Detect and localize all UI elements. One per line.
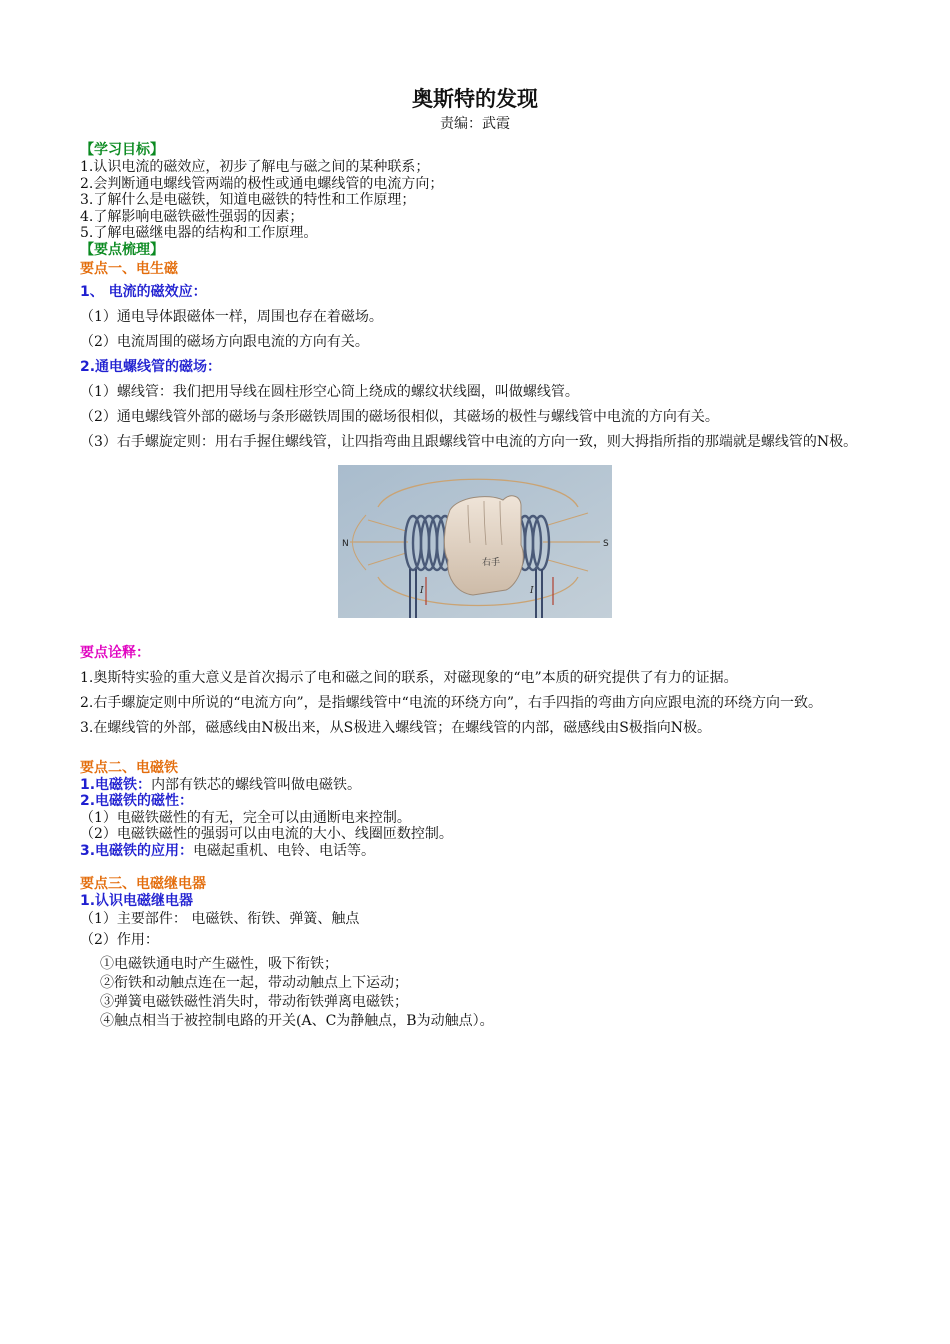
point2-l5-label: 3.电磁铁的应用： [80,842,194,859]
summary-header: 【要点梳理】 [80,241,164,258]
point3-heading: 要点三、电磁继电器 [80,876,206,892]
explanation-item: 3.在螺线管的外部，磁感线由N极出来，从S极进入螺线管；在螺线管的内部，磁感线由S极指向N极。 [80,719,712,736]
point3-function: （2）作用： [80,932,159,948]
figure-label-s: S [603,538,609,549]
point3-sub-heading: 1.认识电磁继电器 [80,893,194,909]
point3-item: ②衔铁和动触点连在一起，带动动触点上下运动； [100,975,408,991]
goals-header: 【学习目标】 [80,142,164,158]
explanation-heading: 要点诠释： [80,644,150,661]
point3-parts: （1）主要部件： 电磁铁、衔铁、弹簧、触点 [80,911,360,927]
point1-sub1-item: （1）通电导体跟磁体一样，周围也存在着磁场。 [80,308,383,325]
solenoid-figure [338,465,612,618]
goal-item: 1.认识电流的磁效应，初步了解电与磁之间的某种联系； [80,159,430,175]
point1-sub2-item: （3）右手螺旋定则：用右手握住螺线管，让四指弯曲且跟螺线管中电流的方向一致，则大拇指所指的那端就是螺线管的N极。 [80,433,858,450]
point2-l5-text: 电磁起重机、电铃、电话等。 [193,842,376,859]
point1-section [80,259,870,455]
point1-sub1-item: （2）电流周围的磁场方向跟电流的方向有关。 [80,333,369,350]
point2-l2-label: 2.电磁铁的磁性： [80,793,194,809]
point3-item: ①电磁铁通电时产生磁性，吸下衔铁； [100,956,338,972]
document-page [80,84,870,1031]
figure-label-i-left: I [420,585,424,596]
explanation-section [80,640,870,741]
point2-heading: 要点二、电磁铁 [80,759,178,776]
point2-section [80,759,870,860]
point3-section [80,875,870,1031]
editor-line: 责编：武霞 [440,116,510,132]
goal-item: 4.了解影响电磁铁磁性强弱的因素； [80,208,304,225]
point2-l3: （1）电磁铁磁性的有无，完全可以由通断电来控制。 [80,809,411,826]
point1-sub2-item: （2）通电螺线管外部的磁场与条形磁铁周围的磁场很相似，其磁场的极性与螺线管中电流的方向有关。 [80,408,719,425]
point3-item: ③弹簧电磁铁磁性消失时，带动衔铁弹离电磁铁； [100,994,408,1010]
figure-label-hand: 右手 [482,557,501,568]
goal-item: 3.了解什么是电磁铁，知道电磁铁的特性和工作原理； [80,192,416,208]
explanation-item: 2.右手螺旋定则中所说的“电流方向”，是指螺线管中“电流的环绕方向”，右手四指的弯曲方向应跟电流的环绕方向一致。 [80,694,822,711]
point1-sub2-heading: 2.通电螺线管的磁场： [80,358,222,375]
point1-sub1-heading: 1、 电流的磁效应： [80,283,207,300]
goals-section [80,142,870,259]
point1-heading: 要点一、电生磁 [80,260,178,277]
goal-item: 5.了解电磁继电器的结构和工作原理。 [80,225,318,241]
explanation-item: 1.奥斯特实验的重大意义是首次揭示了电和磁之间的联系，对磁现象的“电”本质的研究提供了有力的证据。 [80,669,738,686]
point2-l1-label: 1.电磁铁： [80,776,152,793]
point1-sub2-item: （1）螺线管：我们把用导线在圆柱形空心筒上绕成的螺纹状线圈，叫做螺线管。 [80,383,579,400]
figure-label-n: N [342,538,349,549]
point3-item: ④触点相当于被控制电路的开关(A、C为静触点，B为动触点）。 [100,1013,494,1029]
solenoid-illustration [338,465,612,618]
point2-l1-text: 内部有铁芯的螺线管叫做电磁铁。 [151,776,362,793]
point2-l4: （2）电磁铁磁性的强弱可以由电流的大小、线圈匝数控制。 [80,826,453,842]
page-title: 奥斯特的发现 [412,87,538,111]
goal-item: 2.会判断通电螺线管两端的极性或通电螺线管的电流方向； [80,175,444,192]
figure-label-i-right: I [530,585,534,596]
